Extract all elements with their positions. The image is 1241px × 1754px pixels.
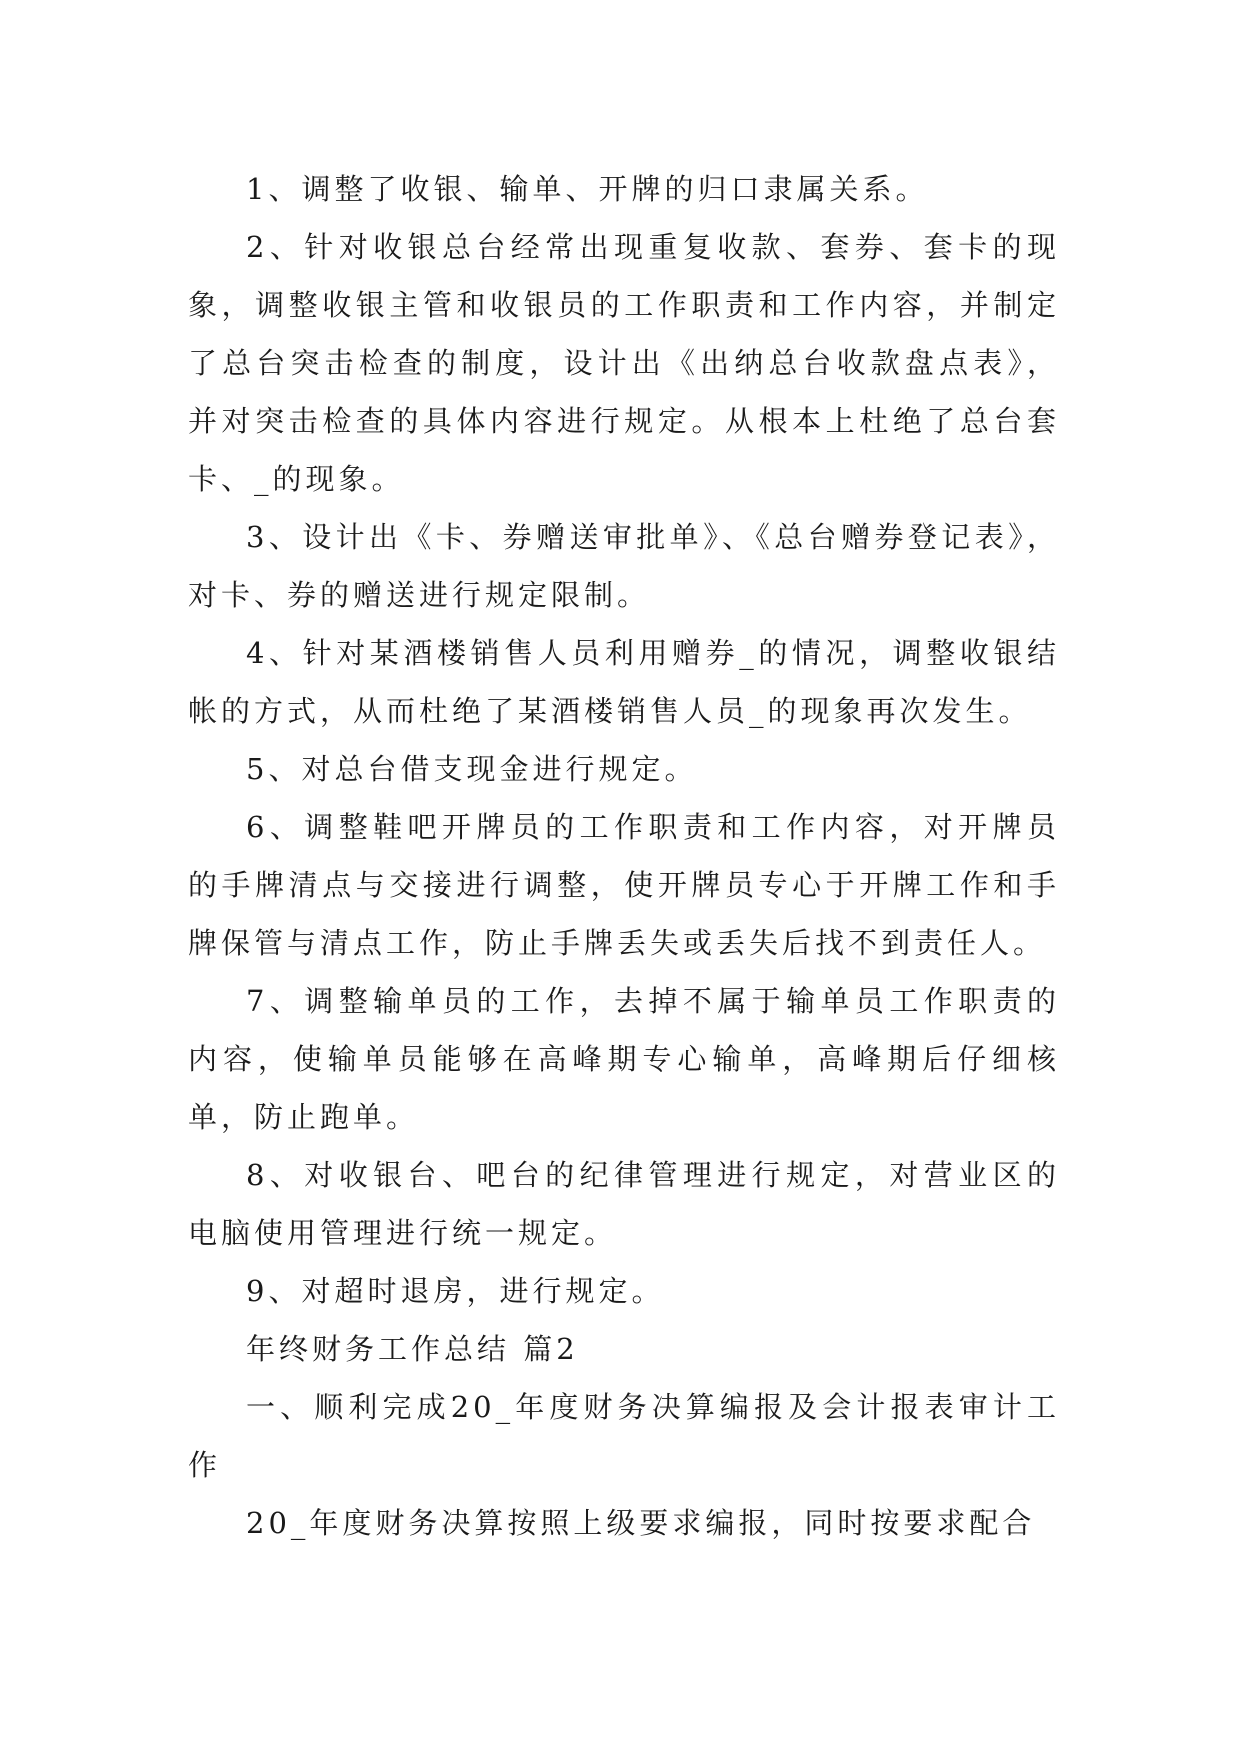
paragraph-3: 3、设计出《卡、券赠送审批单》、《总台赠券登记表》，对卡、券的赠送进行规定限制。 (188, 520, 1060, 612)
paragraph-10: 20_年度财务决算按照上级要求编报，同时按要求配合 (246, 1506, 1036, 1540)
section-heading: 年终财务工作总结 篇2 (246, 1332, 579, 1366)
paragraph-2: 2、针对收银总台经常出现重复收款、套券、套卡的现象，调整收银主管和收银员的工作职责和工作内容，并制定了总台突击检查的制度，设计出《出纳总台收款盘点表》，并对突击检查的具体内容进行规定。从根本上杜绝了总台套卡、_的现象。 (188, 230, 1060, 496)
document-body (188, 160, 1060, 1552)
paragraph-6: 6、调整鞋吧开牌员的工作职责和工作内容，对开牌员的手牌清点与交接进行调整，使开牌员专心于开牌工作和手牌保管与清点工作，防止手牌丢失或丢失后找不到责任人。 (188, 810, 1060, 960)
paragraph-1: 1、调整了收银、输单、开牌的归口隶属关系。 (246, 172, 929, 206)
paragraph-5: 5、对总台借支现金进行规定。 (246, 752, 698, 786)
paragraph-8: 8、对收银台、吧台的纪律管理进行规定，对营业区的电脑使用管理进行统一规定。 (188, 1158, 1060, 1250)
paragraph-4: 4、针对某酒楼销售人员利用赠券_的情况，调整收银结帐的方式，从而杜绝了某酒楼销售人员_的现象再次发生。 (188, 636, 1060, 728)
paragraph-7: 7、调整输单员的工作，去掉不属于输单员工作职责的内容，使输单员能够在高峰期专心输单，高峰期后仔细核单，防止跑单。 (188, 984, 1060, 1134)
paragraph-9: 9、对超时退房，进行规定。 (246, 1274, 665, 1308)
subsection-heading: 一、顺利完成20_年度财务决算编报及会计报表审计工作 (188, 1390, 1060, 1482)
